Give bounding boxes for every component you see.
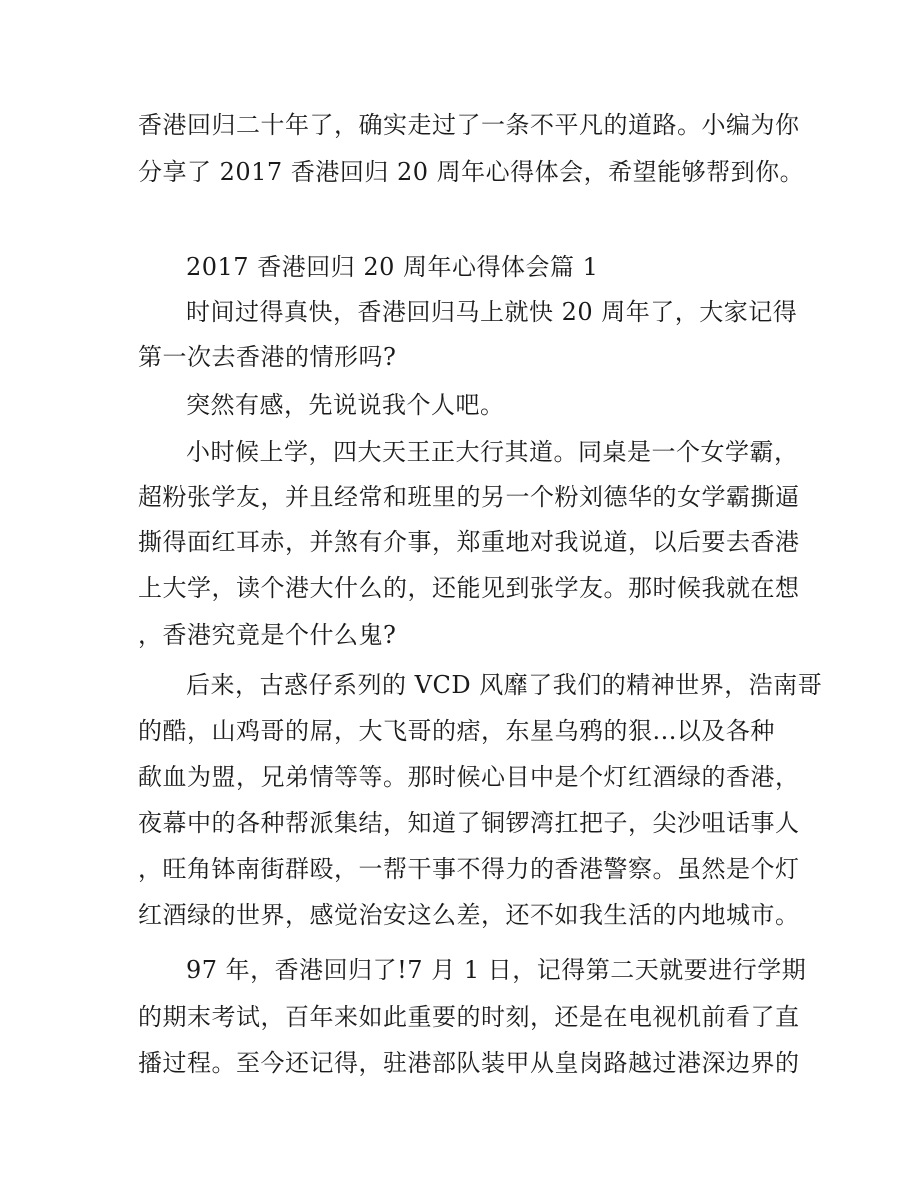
paragraph-5-line-2: 的期末考试，百年来如此重要的时刻，还是在电视机前看了直	[138, 1003, 800, 1031]
section-title: 2017 香港回归 20 周年心得体会篇 1	[186, 253, 599, 281]
paragraph-3-line-2: 超粉张学友，并且经常和班里的另一个粉刘德华的女学霸撕逼	[138, 483, 800, 511]
paragraph-5-line-3: 播过程。至今还记得，驻港部队装甲从皇岗路越过港深边界的	[138, 1049, 800, 1077]
paragraph-4-line-4: 夜幕中的各种帮派集结，知道了铜锣湾扛把子，尖沙咀话事人	[138, 809, 800, 837]
paragraph-2-line-1: 突然有感，先说说我个人吧。	[186, 391, 505, 419]
paragraph-4-line-3: 歃血为盟，兄弟情等等。那时候心目中是个灯红酒绿的香港，	[138, 763, 800, 791]
paragraph-3-line-5: ，香港究竟是个什么鬼?	[138, 621, 397, 649]
paragraph-4-line-6: 红酒绿的世界，感觉治安这么差，还不如我生活的内地城市。	[138, 901, 800, 929]
intro-line-1: 香港回归二十年了，确实走过了一条不平凡的道路。小编为你	[138, 111, 800, 139]
intro-line-2: 分享了 2017 香港回归 20 周年心得体会，希望能够帮到你。	[138, 158, 805, 186]
paragraph-1-line-1: 时间过得真快，香港回归马上就快 20 周年了，大家记得	[186, 298, 798, 326]
paragraph-4-line-2: 的酷，山鸡哥的屌，大飞哥的痞，东星乌鸦的狠...以及各种	[138, 717, 775, 745]
paragraph-5-line-1: 97 年，香港回归了!7 月 1 日，记得第二天就要进行学期	[186, 956, 807, 984]
paragraph-3-line-1: 小时候上学，四大天王正大行其道。同桌是一个女学霸，	[186, 438, 799, 466]
paragraph-3-line-3: 撕得面红耳赤，并煞有介事，郑重地对我说道，以后要去香港	[138, 528, 800, 556]
paragraph-3-line-4: 上大学，读个港大什么的，还能见到张学友。那时候我就在想	[138, 574, 800, 602]
paragraph-4-line-5: ，旺角钵南街群殴，一帮干事不得力的香港警察。虽然是个灯	[138, 855, 800, 883]
paragraph-4-line-1: 后来，古惑仔系列的 VCD 风靡了我们的精神世界，浩南哥	[186, 671, 823, 699]
paragraph-1-line-2: 第一次去香港的情形吗?	[138, 343, 397, 371]
